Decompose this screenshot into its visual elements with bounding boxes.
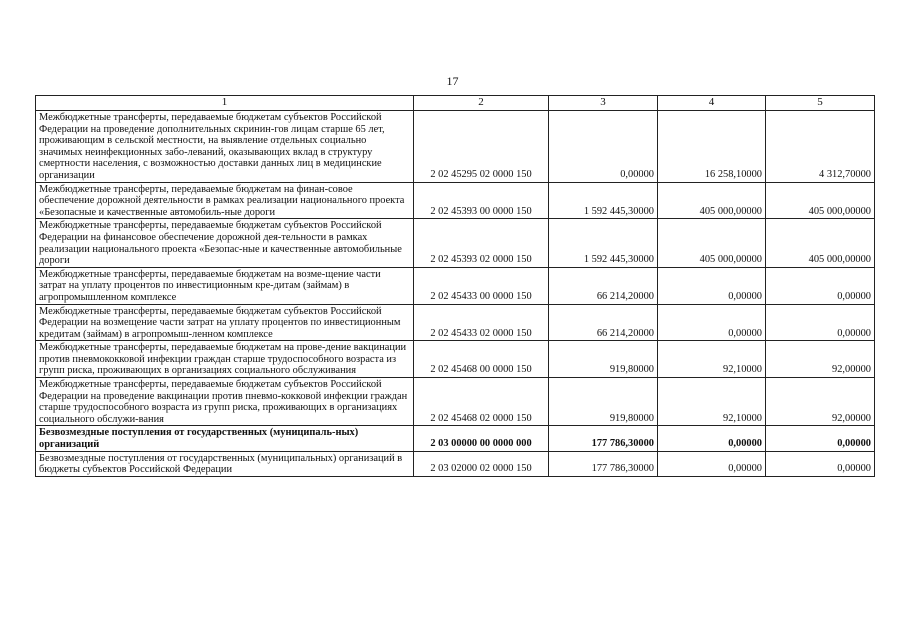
row-value-col3-cell: 919,80000 [549, 378, 658, 426]
row-value-col5-cell: 0,00000 [766, 267, 875, 304]
row-name-cell: Межбюджетные трансферты, передаваемые бюджетам субъектов Российской Федерации на проведение вакцинации против пневмо-кокковой инфекции граждан старше трудоспособного возраста из групп риска, проживающих в организациях социального обслужи-вания [36, 378, 414, 426]
header-col-4: 4 [658, 96, 766, 111]
table-row [36, 426, 875, 451]
budget-table [35, 95, 875, 477]
table-row [36, 182, 875, 219]
row-name-cell: Межбюджетные трансферты, передаваемые бюджетам на финан-совое обеспечение дорожной деятельности в рамках реализации национального проекта «Безопасные и качественные автомобиль-ные дороги [36, 182, 414, 219]
table-row [36, 451, 875, 476]
header-col-5: 5 [766, 96, 875, 111]
row-value-col5-cell: 4 312,70000 [766, 111, 875, 183]
row-value-col4-cell: 92,10000 [658, 378, 766, 426]
row-code-cell: 2 03 02000 02 0000 150 [414, 451, 549, 476]
row-code-cell: 2 02 45468 00 0000 150 [414, 341, 549, 378]
row-name-cell: Межбюджетные трансферты, передаваемые бюджетам на прове-дение вакцинации против пневмококковой инфекции граждан старше трудоспособного возраста из групп риска, проживающих в организациях социального обслуживания [36, 341, 414, 378]
row-value-col3-cell: 919,80000 [549, 341, 658, 378]
row-value-col5-cell: 92,00000 [766, 378, 875, 426]
header-col-2: 2 [414, 96, 549, 111]
row-code-cell: 2 02 45433 00 0000 150 [414, 267, 549, 304]
table-row [36, 304, 875, 341]
row-name-cell: Межбюджетные трансферты, передаваемые бюджетам на возме-щение части затрат на уплату процентов по инвестиционным кре-дитам (займам) в агропромышленном комплексе [36, 267, 414, 304]
row-value-col5-cell: 92,00000 [766, 341, 875, 378]
row-value-col4-cell: 405 000,00000 [658, 219, 766, 267]
header-row [36, 96, 875, 111]
table-row [36, 267, 875, 304]
row-value-col3-cell: 177 786,30000 [549, 426, 658, 451]
table-row [36, 219, 875, 267]
row-value-col3-cell: 66 214,20000 [549, 304, 658, 341]
row-value-col3-cell: 177 786,30000 [549, 451, 658, 476]
table-row [36, 378, 875, 426]
row-value-col4-cell: 405 000,00000 [658, 182, 766, 219]
row-value-col3-cell: 0,00000 [549, 111, 658, 183]
row-value-col5-cell: 405 000,00000 [766, 182, 875, 219]
row-code-cell: 2 02 45393 00 0000 150 [414, 182, 549, 219]
table-row [36, 341, 875, 378]
row-value-col5-cell: 0,00000 [766, 451, 875, 476]
row-name-cell: Безвозмездные поступления от государственных (муниципаль-ных) организаций [36, 426, 414, 451]
header-col-1: 1 [36, 96, 414, 111]
row-name-cell: Межбюджетные трансферты, передаваемые бюджетам субъектов Российской Федерации на финансовое обеспечение дорожной дея-тельности в рамках реализации национального проекта «Безопас-ные и качественные автомобильные дороги [36, 219, 414, 267]
row-value-col4-cell: 0,00000 [658, 304, 766, 341]
row-name-cell: Безвозмездные поступления от государственных (муниципальных) организаций в бюджеты субъектов Российской Федерации [36, 451, 414, 476]
row-value-col4-cell: 16 258,10000 [658, 111, 766, 183]
row-value-col5-cell: 0,00000 [766, 426, 875, 451]
row-value-col5-cell: 0,00000 [766, 304, 875, 341]
page-number: 17 [446, 74, 459, 88]
row-name-cell: Межбюджетные трансферты, передаваемые бюджетам субъектов Российской Федерации на проведение дополнительных скринин-гов лицам старше 65 лет, проживающим в сельской местности, на выявление отдельных социально значимых неинфекционных забо-леваний, оказывающих вклад в структуру смертности населения, с возможностью доставки данных лиц в медицинские организации [36, 111, 414, 183]
header-col-3: 3 [549, 96, 658, 111]
row-value-col3-cell: 66 214,20000 [549, 267, 658, 304]
row-value-col3-cell: 1 592 445,30000 [549, 219, 658, 267]
row-value-col4-cell: 92,10000 [658, 341, 766, 378]
row-code-cell: 2 02 45393 02 0000 150 [414, 219, 549, 267]
row-name-cell: Межбюджетные трансферты, передаваемые бюджетам субъектов Российской Федерации на возмещение части затрат на уплату процентов по инвестиционным кредитам (займам) в агропромыш-ленном комплексе [36, 304, 414, 341]
row-code-cell: 2 02 45468 02 0000 150 [414, 378, 549, 426]
row-code-cell: 2 02 45295 02 0000 150 [414, 111, 549, 183]
row-value-col5-cell: 405 000,00000 [766, 219, 875, 267]
row-value-col3-cell: 1 592 445,30000 [549, 182, 658, 219]
row-value-col4-cell: 0,00000 [658, 451, 766, 476]
table-row [36, 111, 875, 183]
row-code-cell: 2 02 45433 02 0000 150 [414, 304, 549, 341]
row-value-col4-cell: 0,00000 [658, 267, 766, 304]
row-code-cell: 2 03 00000 00 0000 000 [414, 426, 549, 451]
row-value-col4-cell: 0,00000 [658, 426, 766, 451]
